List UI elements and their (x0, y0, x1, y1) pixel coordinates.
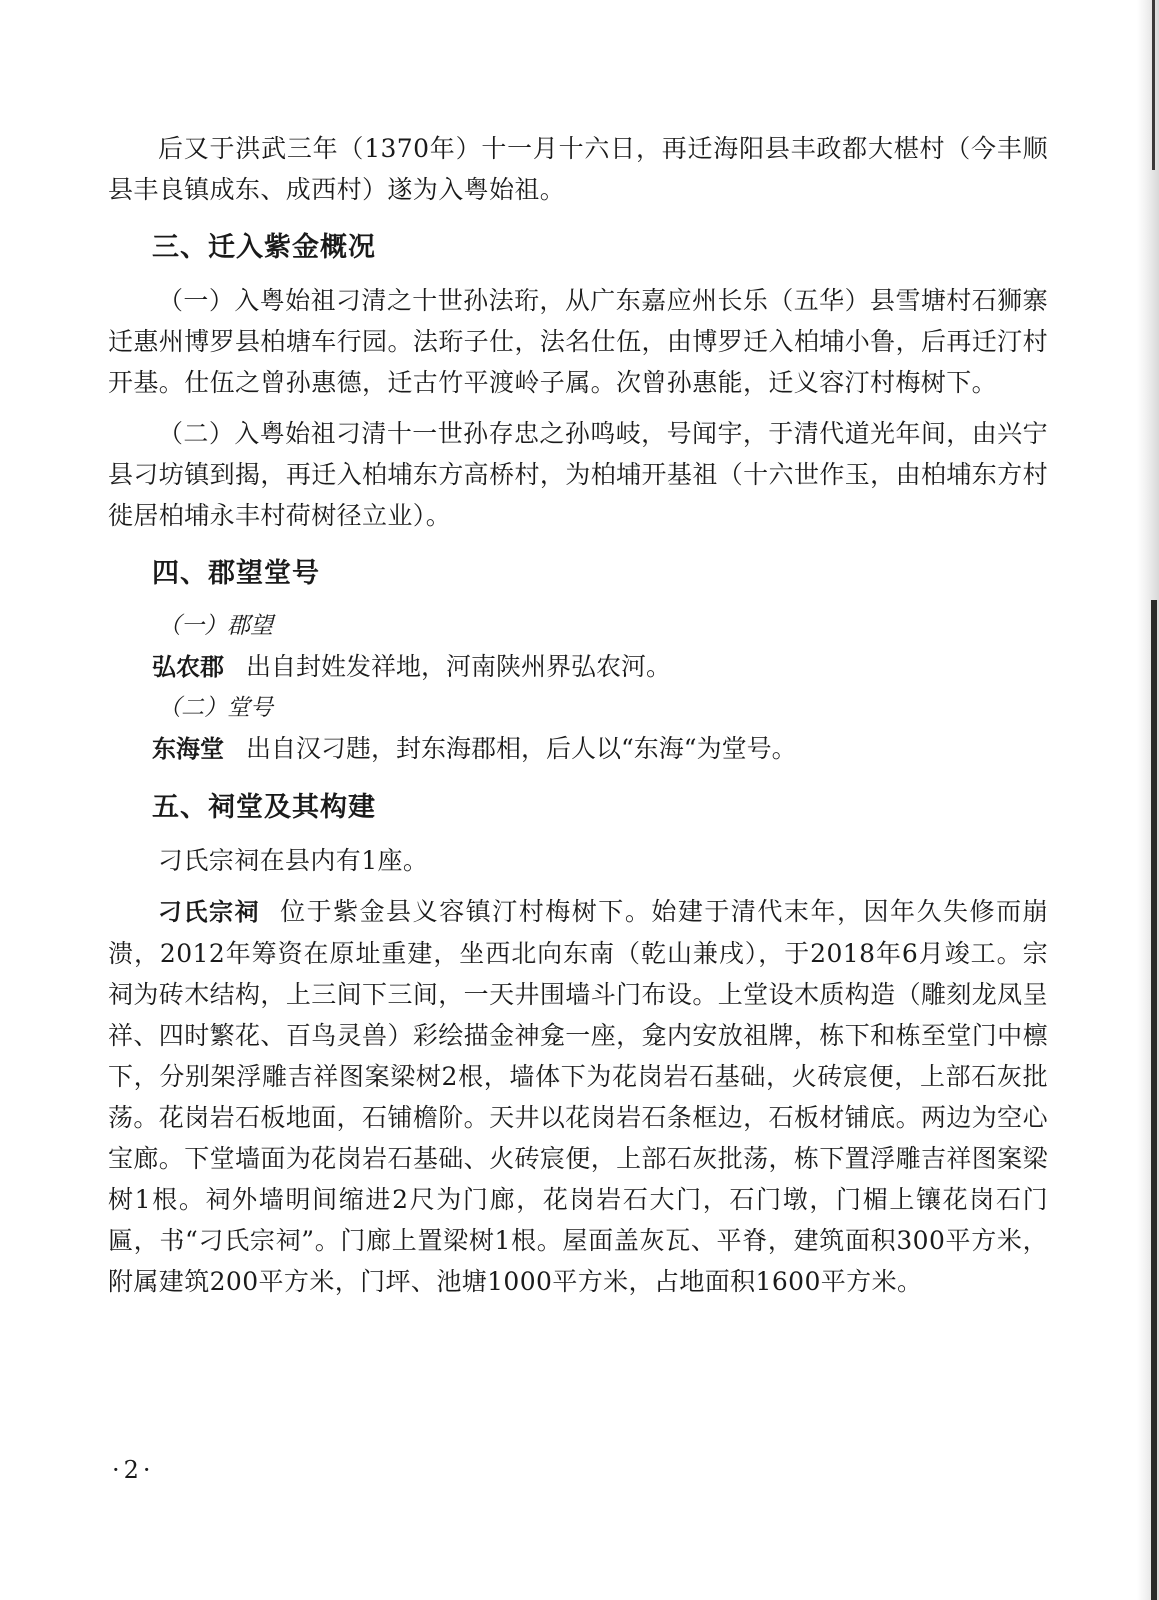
section-4-heading: 四、郡望堂号 (152, 558, 320, 589)
entry-donghai (108, 728, 1048, 770)
intro-paragraph: 后又于洪武三年（1370年）十一月十六日，再迁海阳县丰政都大椹村（今丰顺县丰良镇成东、成西村）遂为入粤始祖。 (108, 134, 1048, 204)
subheading-tanghao: （二）堂号 (158, 695, 273, 721)
temple-paragraph (108, 891, 1048, 1302)
entry-hongnong (108, 646, 1048, 688)
entry-hongnong-text: 出自封姓发祥地，河南陕州界弘农河。 (246, 652, 672, 681)
entry-donghai-text: 出自汉刁韪，封东海郡相，后人以“东海“为堂号。 (246, 734, 797, 763)
section-5-heading: 五、祠堂及其构建 (152, 792, 376, 823)
subheading-junwang: （一）郡望 (158, 613, 273, 639)
scan-edge-mark (1151, 600, 1157, 1600)
page-content (108, 128, 1048, 1302)
temple-term: 刁氏宗祠 (158, 898, 261, 926)
temple-text: 位于紫金县义容镇汀村梅树下。始建于清代末年，因年久失修而崩溃，2012年筹资在原址重建，坐西北向东南（乾山兼戌），于2018年6月竣工。宗祠为砖木结构，上三间下三间，一天井围墙斗门布设。上堂设木质构造（雕刻龙凤呈祥、四时繁花、百鸟灵兽）彩绘描金神龛一座，龛内安放祖牌，栋下和栋至堂门中檩下，分别架浮雕吉祥图案梁树2根，墙体下为花岗岩石基础，火砖宸便，上部石灰批荡。花岗岩石板地面，石铺檐阶。天井以花岗岩石条框边，石板材铺底。两边为空心宝廊。下堂墙面为花岗岩石基础、火砖宸便，上部石灰批荡，栋下置浮雕吉祥图案梁树1根。祠外墙明间缩进2尺为门廊，花岗岩石大门，石门墩，门楣上镶花岗石门匾，书“刁氏宗祠”。门廊上置梁树1根。屋面盖灰瓦、平脊，建筑面积300平方米，附属建筑200平方米，门坪、池塘1000平方米，占地面积1600平方米。 (108, 897, 1048, 1296)
section-3-paragraph-2: （二）入粤始祖刁清十一世孙存忠之孙鸣岐，号闻宇，于清代道光年间，由兴宁县刁坊镇到揭，再迁入柏埔东方高桥村，为柏埔开基祖（十六世作玉，由柏埔东方村徙居柏埔永丰村荷树径立业）。 (108, 419, 1048, 530)
entry-hongnong-term: 弘农郡 (152, 653, 224, 681)
page-number: ·2· (112, 1456, 155, 1484)
section-3-heading: 三、迁入紫金概况 (152, 232, 376, 263)
scan-edge (1137, 0, 1159, 1600)
scan-edge-mark-top (1152, 0, 1155, 170)
section-3-paragraph-1: （一）入粤始祖刁清之十世孙法珩，从广东嘉应州长乐（五华）县雪塘村石狮寨迁惠州博罗县柏塘车行园。法珩子仕，法名仕伍，由博罗迁入柏埔小鲁，后再迁汀村开基。仕伍之曾孙惠德，迁古竹平渡岭子属。次曾孙惠能，迁义容汀村梅树下。 (108, 286, 1048, 397)
entry-donghai-term: 东海堂 (152, 735, 224, 763)
section-5-paragraph-1: 刁氏宗祠在县内有1座。 (158, 846, 429, 875)
